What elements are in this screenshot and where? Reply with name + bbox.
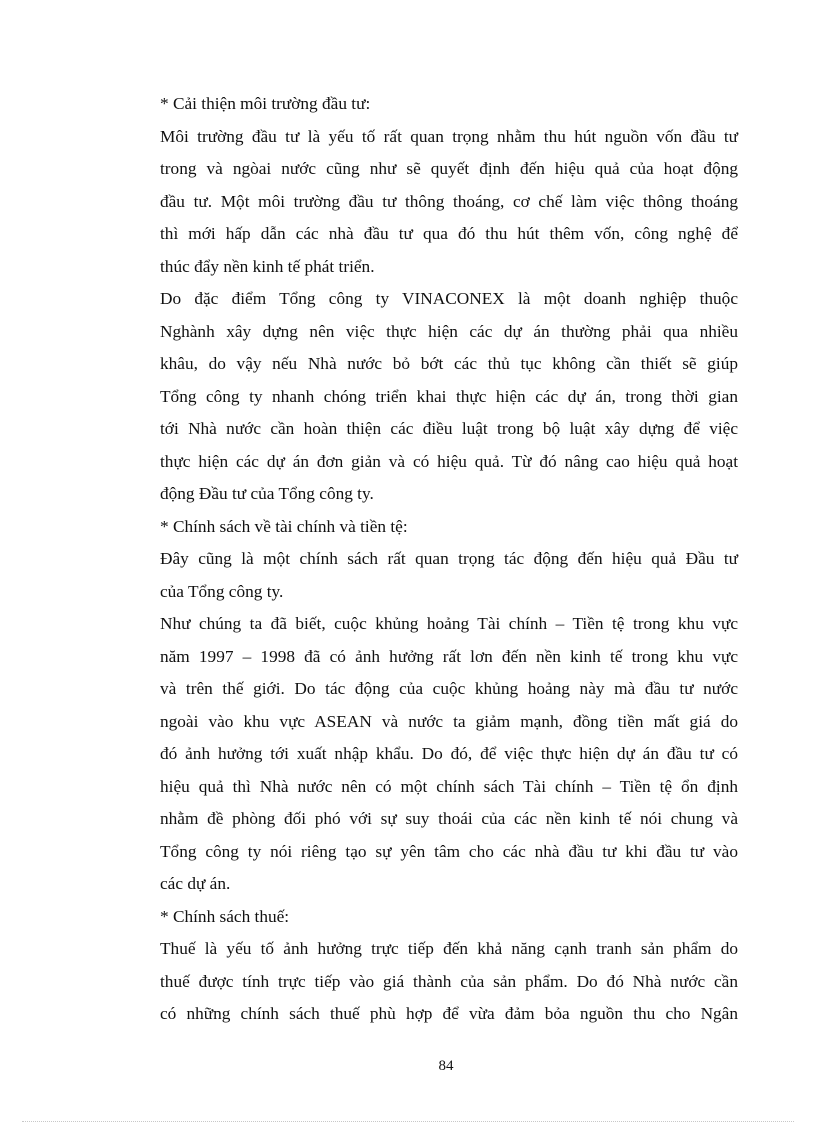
text-line: thực hiện các dự án đơn giản và có hiệu quả. Từ đó nâng cao hiệu quả hoạt bbox=[160, 451, 738, 471]
text-line: * Chính sách thuế: bbox=[160, 906, 290, 926]
text-line: Môi trường đầu tư là yếu tố rất quan trọng nhằm thu hút nguồn vốn đầu tư bbox=[160, 126, 738, 146]
text-line: Như chúng ta đã biết, cuộc khủng hoảng Tài chính – Tiền tệ trong khu vực bbox=[160, 614, 738, 633]
text-line: thúc đẩy nền kinh tế phát triển. bbox=[160, 256, 375, 276]
text-line: đó ảnh hưởng tới xuất nhập khẩu. Do đó, để việc thực hiện dự án đầu tư có bbox=[160, 744, 738, 763]
paragraph-financial-crisis bbox=[160, 608, 738, 901]
section-heading-finance-policy bbox=[160, 511, 738, 544]
text-line: Tổng công ty nói riêng tạo sự yên tâm cho các nhà đầu tư khi đầu tư vào bbox=[160, 841, 738, 861]
text-line: nhằm đề phòng đối phó với sự suy thoái của các nền kinh tế nói chung và bbox=[160, 809, 738, 828]
text-line: thuế được tính trực tiếp vào giá thành của sản phẩm. Do đó Nhà nước cần bbox=[160, 971, 738, 991]
section-heading-tax-policy bbox=[160, 901, 738, 934]
text-line: Tổng công ty nhanh chóng triển khai thực hiện các dự án, trong thời gian bbox=[160, 386, 738, 406]
text-line: Đây cũng là một chính sách rất quan trọng tác động đến hiệu quả Đầu tư bbox=[160, 549, 738, 568]
text-line: có những chính sách thuế phù hợp để vừa đảm bỏa nguồn thu cho Ngân bbox=[160, 1004, 738, 1023]
page-bottom-divider bbox=[22, 1121, 794, 1122]
text-line: khâu, do vậy nếu Nhà nước bỏ bớt các thủ tục không cần thiết sẽ giúp bbox=[160, 354, 738, 373]
text-line: tới Nhà nước cần hoàn thiện các điều luật trong bộ luật xây dựng để việc bbox=[160, 419, 738, 438]
text-line: và trên thế giới. Do tác động của cuộc khủng hoảng này mà đầu tư nước bbox=[160, 679, 738, 698]
text-line: * Chính sách về tài chính và tiền tệ: bbox=[160, 516, 408, 536]
page-body bbox=[160, 88, 738, 1031]
text-line: * Cải thiện môi trường đầu tư: bbox=[160, 94, 371, 113]
text-line: hiệu quả thì Nhà nước nên có một chính sách Tài chính – Tiền tệ ổn định bbox=[160, 776, 738, 796]
text-line: Do đặc điểm Tổng công ty VINACONEX là một doanh nghiệp thuộc bbox=[160, 289, 738, 308]
section-heading-investment-environment bbox=[160, 88, 738, 121]
paragraph-finance-importance bbox=[160, 543, 738, 608]
text-line: năm 1997 – 1998 đã có ảnh hưởng rất lơn đến nền kinh tế trong khu vực bbox=[160, 646, 738, 666]
text-line: trong và ngòai nước cũng như sẽ quyết định đến hiệu quả của hoạt động bbox=[160, 159, 738, 178]
text-line: đầu tư. Một môi trường đầu tư thông thoáng, cơ chế làm việc thông thoáng bbox=[160, 191, 738, 211]
text-line: thì mới hấp dẫn các nhà đầu tư qua đó thu hút thêm vốn, công nghệ để bbox=[160, 224, 738, 243]
paragraph-vinaconex bbox=[160, 283, 738, 511]
paragraph-investment-environment bbox=[160, 121, 738, 284]
text-line: của Tổng công ty. bbox=[160, 581, 284, 601]
text-line: động Đầu tư của Tổng công ty. bbox=[160, 484, 374, 503]
text-line: các dự án. bbox=[160, 874, 231, 893]
text-line: Thuế là yếu tố ảnh hưởng trực tiếp đến khả năng cạnh tranh sản phẩm do bbox=[160, 939, 738, 958]
text-line: ngoài vào khu vực ASEAN và nước ta giảm mạnh, đồng tiền mất giá do bbox=[160, 711, 738, 731]
page-number: 84 bbox=[438, 1058, 454, 1074]
text-line: Nghành xây dựng nên việc thực hiện các dự án thường phải qua nhiều bbox=[160, 321, 738, 341]
paragraph-tax bbox=[160, 933, 738, 1031]
